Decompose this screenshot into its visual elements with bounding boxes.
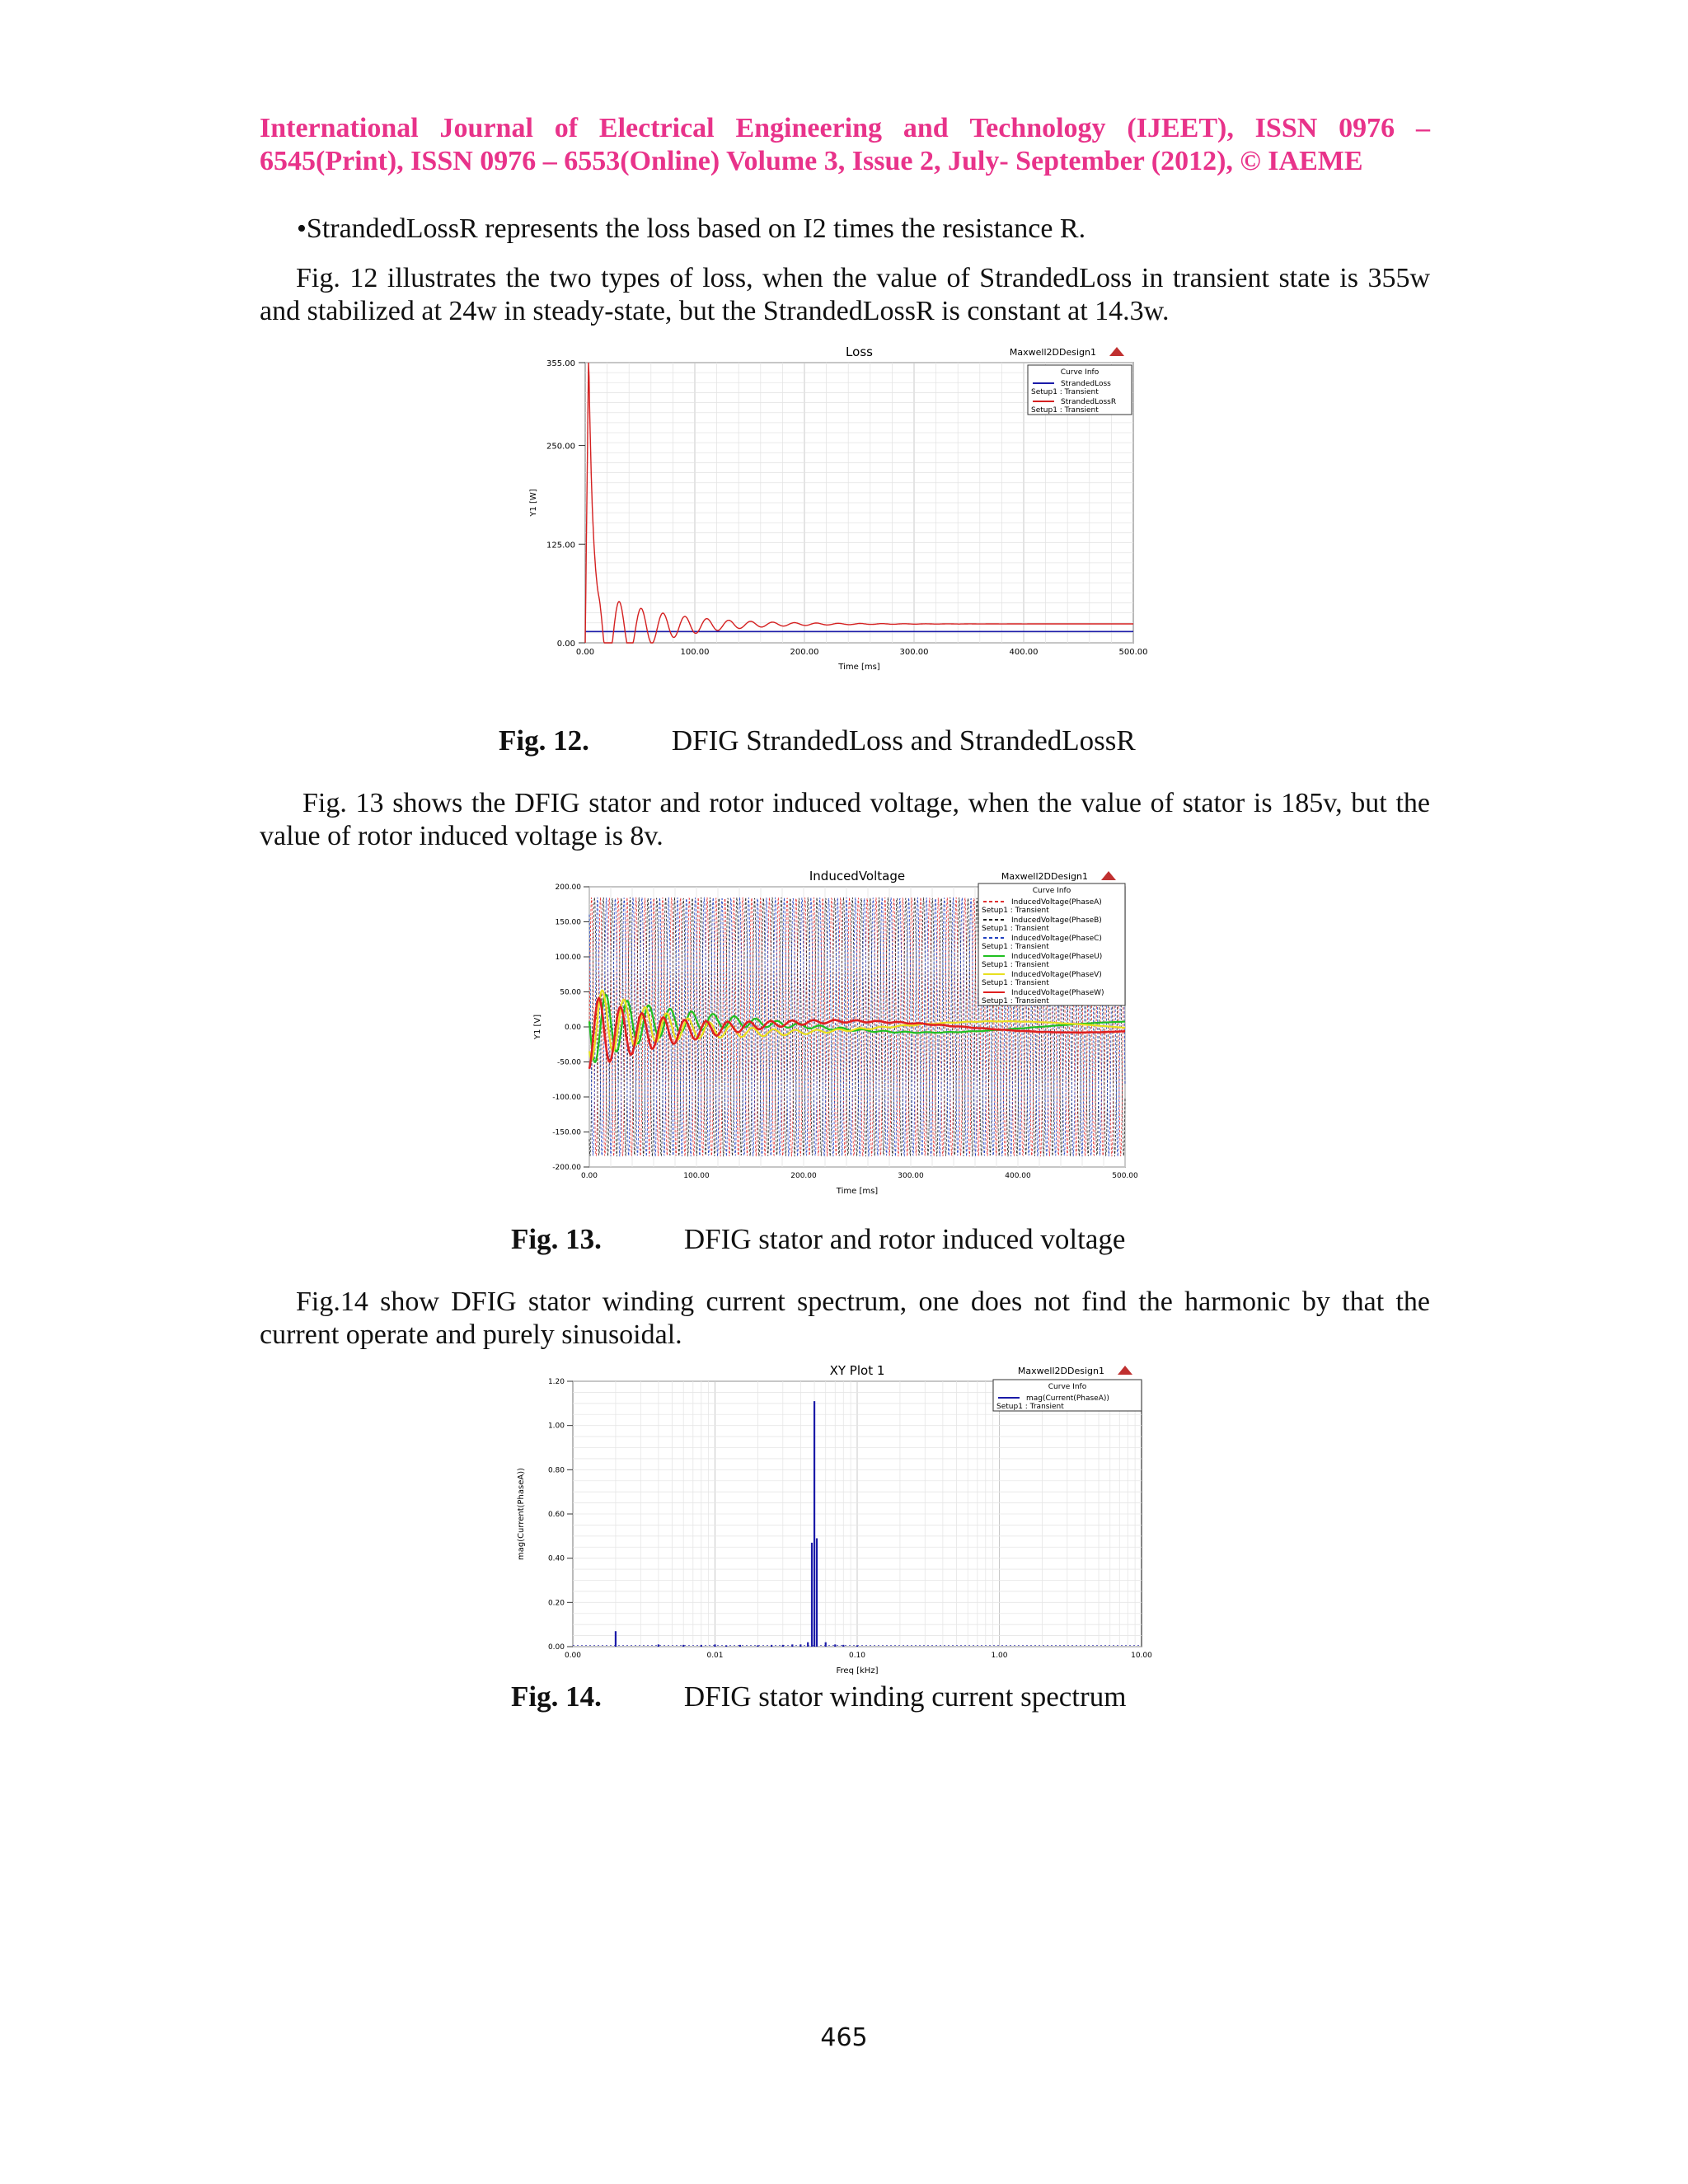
header-word: (IJEET), <box>1127 113 1234 143</box>
header-word: and <box>903 113 949 143</box>
legend-series-name: InducedVoltage(PhaseV) <box>1011 971 1102 979</box>
x-tick-label: 100.00 <box>683 1172 710 1180</box>
legend-title: Curve Info <box>1048 1383 1087 1391</box>
legend-series-name: mag(Current(PhaseA)) <box>1026 1394 1109 1403</box>
paragraph-2: Fig. 12 illustrates the two types of loss, when the value of StrandedLoss in transient state is 355w and stabilized at 24w in steady-state, but the StrandedLossR is constant at 14.3w. <box>260 263 1430 326</box>
y-tick-label: 200.00 <box>555 883 581 892</box>
y-axis-label: Y1 [W] <box>529 489 538 517</box>
header-word: International <box>260 113 419 143</box>
x-tick-label: 500.00 <box>1112 1172 1138 1180</box>
paragraph-3: Fig. 13 shows the DFIG stator and rotor induced voltage, when the value of stator is 185v, but the value of rotor induced voltage is 8v. <box>260 788 1430 851</box>
legend-series-name: InducedVoltage(PhaseB) <box>1011 916 1102 925</box>
x-tick-label: 300.00 <box>899 648 929 657</box>
legend-series-name: InducedVoltage(PhaseU) <box>1011 953 1103 961</box>
y-tick-label: 125.00 <box>546 541 575 551</box>
current-spectrum-chart <box>517 1358 1162 1675</box>
fig12-caption-text: DFIG StrandedLoss and StrandedLossR <box>671 724 1136 757</box>
y-tick-label: 0.80 <box>547 1466 565 1475</box>
y-tick-label: 1.00 <box>547 1422 565 1431</box>
design-label: Maxwell2DDesign1 <box>1009 347 1096 358</box>
loss-chart <box>511 338 1170 692</box>
x-tick-label: 100.00 <box>680 648 710 657</box>
design-label: Maxwell2DDesign1 <box>1001 871 1088 882</box>
x-tick-label: 200.00 <box>790 1172 817 1180</box>
header-word: ISSN <box>1254 113 1318 143</box>
x-tick-label: 400.00 <box>1005 1172 1031 1180</box>
header-word: Technology <box>969 113 1106 143</box>
paragraph-4: Fig.14 show DFIG stator winding current spectrum, one does not find the harmonic by that the current operate and purely sinusoidal. <box>260 1286 1430 1350</box>
x-tick-label: 400.00 <box>1009 648 1039 657</box>
header-word: 0976 <box>1339 113 1395 143</box>
fig12-label: Fig. 12. <box>499 724 589 757</box>
x-tick-label: 300.00 <box>898 1172 924 1180</box>
legend-series-setup: Setup1 : Transient <box>982 961 1049 969</box>
fig14-caption-text: DFIG stator winding current spectrum <box>683 1680 1127 1713</box>
y-tick-label: 0.00 <box>556 640 575 649</box>
legend-series-setup: Setup1 : Transient <box>982 979 1049 987</box>
ansoft-logo-icon <box>1118 1366 1132 1375</box>
y-tick-label: 0.00 <box>564 1024 581 1032</box>
chart-title: InducedVoltage <box>809 869 906 883</box>
x-tick-label: 200.00 <box>790 648 819 657</box>
x-axis-label: Time [ms] <box>836 1187 879 1196</box>
legend-series-name: StrandedLoss <box>1061 380 1111 388</box>
legend-series-setup: Setup1 : Transient <box>1031 406 1099 415</box>
ansoft-logo-icon <box>1109 347 1124 356</box>
y-tick-label: -150.00 <box>552 1128 581 1137</box>
legend-series-name: InducedVoltage(PhaseW) <box>1011 989 1104 997</box>
header-word: of <box>554 113 579 143</box>
header-line-1 <box>260 112 1430 145</box>
x-tick-label: 10.00 <box>1131 1652 1152 1660</box>
legend-series-name: InducedVoltage(PhaseC) <box>1011 935 1102 943</box>
ansoft-logo-icon <box>1101 871 1116 880</box>
x-tick-label: 0.00 <box>580 1172 598 1180</box>
fig14-caption <box>511 1680 1126 1713</box>
header-line-2: 6545(Print), ISSN 0976 – 6553(Online) Volume 3, Issue 2, July- September (2012), © IAEME <box>260 146 1363 176</box>
y-tick-label: 0.00 <box>547 1643 565 1652</box>
header-word: Electrical <box>598 113 715 143</box>
legend-series-setup: Setup1 : Transient <box>982 925 1049 933</box>
fig14-label: Fig. 14. <box>511 1680 602 1713</box>
x-tick-label: 0.00 <box>575 648 595 657</box>
y-axis-label: Y1 [V] <box>533 1014 542 1040</box>
y-tick-label: 355.00 <box>546 359 575 368</box>
journal-header <box>260 112 1430 178</box>
legend-series-name: InducedVoltage(PhaseA) <box>1011 898 1102 907</box>
x-axis-label: Time [ms] <box>838 663 880 672</box>
legend-series-setup: Setup1 : Transient <box>996 1403 1064 1411</box>
y-tick-label: -100.00 <box>552 1094 581 1102</box>
y-tick-label: 1.20 <box>547 1378 565 1386</box>
y-axis-label: mag(Current(PhaseA)) <box>517 1467 526 1561</box>
y-tick-label: 250.00 <box>546 442 575 452</box>
legend-series-setup: Setup1 : Transient <box>982 943 1049 951</box>
legend-series-setup: Setup1 : Transient <box>1031 388 1099 396</box>
chart-title: Loss <box>846 344 873 359</box>
y-tick-label: 0.40 <box>547 1554 565 1563</box>
y-tick-label: 150.00 <box>555 918 581 927</box>
legend-series-setup: Setup1 : Transient <box>982 907 1049 915</box>
x-tick-label: 0.10 <box>848 1652 866 1660</box>
fig13-caption <box>511 1223 1125 1256</box>
x-tick-label: 500.00 <box>1118 648 1148 657</box>
x-tick-label: 1.00 <box>991 1652 1008 1660</box>
legend-series-setup: Setup1 : Transient <box>982 997 1049 1005</box>
legend-series-name: StrandedLossR <box>1061 398 1117 406</box>
fig12-caption <box>499 724 1136 757</box>
paragraph-1: •StrandedLossR represents the loss based on I2 times the resistance R. <box>297 213 1086 244</box>
design-label: Maxwell2DDesign1 <box>1017 1366 1104 1376</box>
induced-voltage-chart <box>528 864 1162 1196</box>
y-tick-label: 50.00 <box>560 988 581 997</box>
y-tick-label: 0.20 <box>547 1599 565 1608</box>
x-tick-label: 0.00 <box>564 1652 582 1660</box>
legend-title: Curve Info <box>1032 887 1071 895</box>
header-word: Engineering <box>735 113 883 143</box>
chart-title: XY Plot 1 <box>829 1363 885 1378</box>
header-word: Journal <box>439 113 533 143</box>
legend-title: Curve Info <box>1060 368 1100 377</box>
page-number: 465 <box>820 2023 868 2052</box>
fig13-label: Fig. 13. <box>511 1223 602 1255</box>
y-tick-label: -50.00 <box>556 1058 581 1067</box>
x-tick-label: 0.01 <box>706 1652 724 1660</box>
y-tick-label: -200.00 <box>552 1164 581 1172</box>
fig13-caption-text: DFIG stator and rotor induced voltage <box>683 1223 1126 1255</box>
header-word: – <box>1415 113 1430 143</box>
x-axis-label: Freq [kHz] <box>836 1666 879 1675</box>
y-tick-label: 100.00 <box>555 954 581 962</box>
y-tick-label: 0.60 <box>547 1511 565 1519</box>
